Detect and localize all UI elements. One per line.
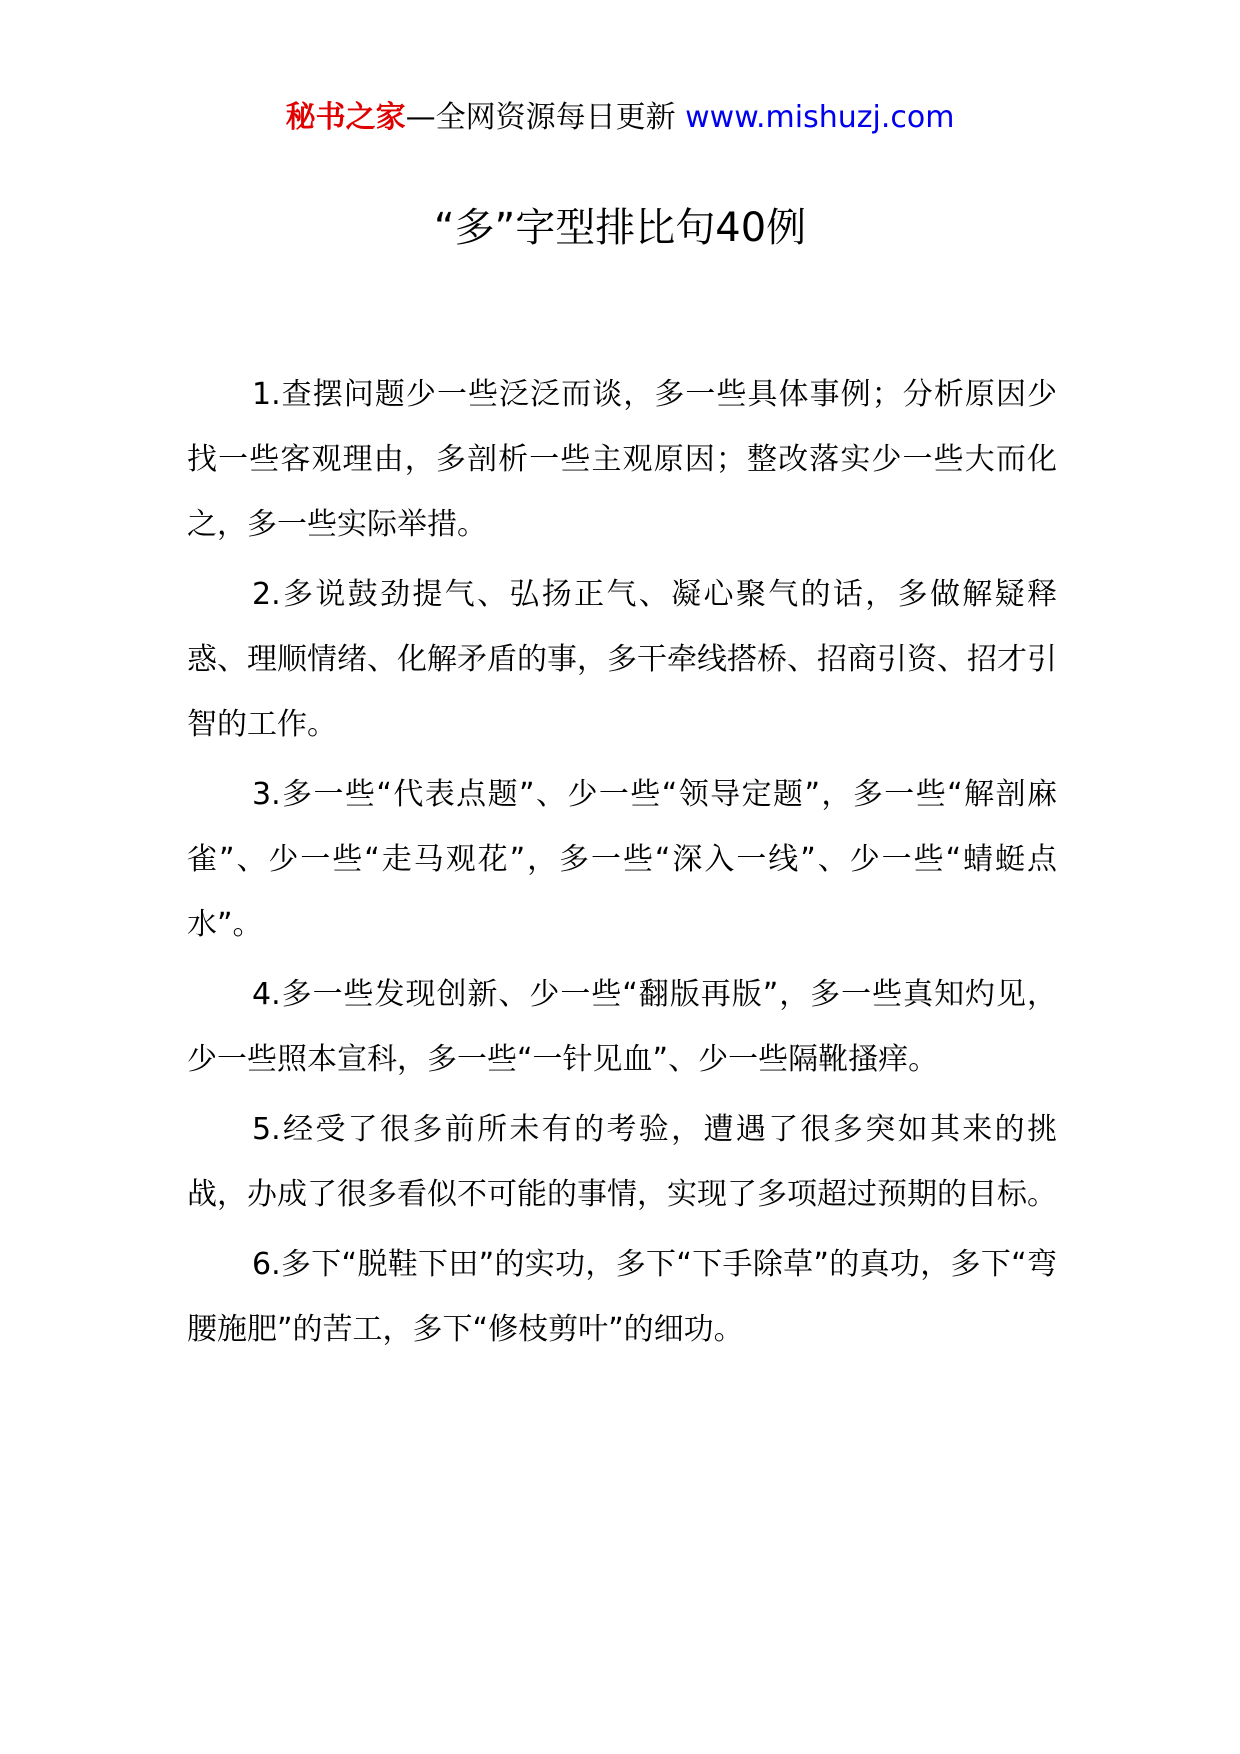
paragraph-6: 6.多下“脱鞋下田”的实功，多下“下手除草”的真功，多下“弯腰施肥”的苦工，多下“修枝剪叶”的细功。 [187,1247,1057,1347]
paragraph-1: 1.查摆问题少一些泛泛而谈，多一些具体事例；分析原因少找一些客观理由，多剖析一些主观原因；整改落实少一些大而化之，多一些实际举措。 [187,377,1057,542]
site-brand: 秘书之家 [285,100,406,135]
paragraph-2: 2.多说鼓劲提气、弘扬正气、凝心聚气的话，多做解疑释惑、理顺情绪、化解矛盾的事，多干牵线搭桥、招商引资、招才引智的工作。 [187,577,1057,742]
document-title: “多”字型排比句40例 [433,205,807,251]
paragraph-5: 5.经受了很多前所未有的考验，遭遇了很多突如其来的挑战，办成了很多看似不可能的事情，实现了多项超过预期的目标。 [187,1112,1057,1212]
paragraph-4: 4.多一些发现创新、少一些“翻版再版”，多一些真知灼见，少一些照本宣科，多一些“一针见血”、少一些隔靴搔痒。 [187,977,1057,1077]
site-url-link[interactable]: www.mishuzj.com [685,100,955,135]
site-header [0,98,1240,138]
paragraph-3: 3.多一些“代表点题”、少一些“领导定题”，多一些“解剖麻雀”、少一些“走马观花”，多一些“深入一线”、少一些“蜻蜓点水”。 [187,777,1057,942]
document-body [187,362,1057,1367]
site-slogan: —全网资源每日更新 [405,100,676,135]
